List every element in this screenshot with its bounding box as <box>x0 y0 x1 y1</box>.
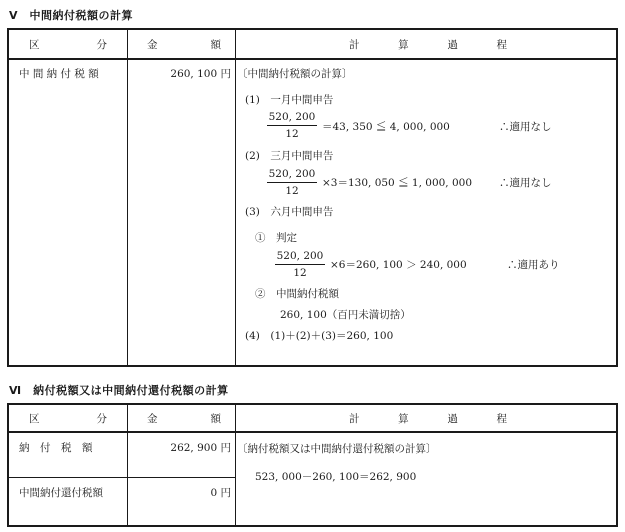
item-3-sub-1-label: ① 判定 <box>255 232 297 244</box>
header-kingaku: 金 額 <box>147 412 221 425</box>
calc-expression: 523, 000－260, 100＝262, 900 <box>255 471 417 483</box>
item-2-fraction: $\frac{520, 200}{12}$ <box>268 168 316 197</box>
amount-chukan-nofu: 260, 100 円 <box>170 68 231 80</box>
item-2-expression: ×3＝130, 050 ≦ 1, 000, 000 <box>322 177 473 189</box>
section-5-title: V 中間納付税額の計算 <box>9 9 134 22</box>
section-6-table <box>7 403 618 527</box>
divider-col2 <box>235 405 236 525</box>
item-1-fraction: $\frac{520, 200}{12}$ <box>268 111 316 140</box>
row-label-chukan-nofu-kanpu: 中間納付還付税額 <box>19 487 103 499</box>
item-3-sub-2-value: 260, 100（百円未満切捨） <box>280 309 411 321</box>
row-label-chukan-nofu: 中 間 納 付 税 額 <box>19 68 99 80</box>
item-1-expression: ＝43, 350 ≦ 4, 000, 000 <box>322 121 450 133</box>
row-label-nofu-zeigaku: 納 付 税 額 <box>19 442 93 454</box>
header-divider <box>9 58 616 60</box>
section-6-title: Ⅵ 納付税額又は中間納付還付税額の計算 <box>9 384 229 397</box>
calc-heading: 〔納付税額又は中間納付還付税額の計算〕 <box>237 443 437 455</box>
item-3-fraction: $\frac{520, 200}{12}$ <box>276 250 324 279</box>
divider-col1 <box>127 405 128 525</box>
item-3-result: ∴適用あり <box>507 259 560 271</box>
item-4: (4) (1)＋(2)＋(3)＝260, 100 <box>245 330 394 342</box>
calc-heading: 〔中間納付税額の計算〕 <box>237 68 353 80</box>
item-3-sub-2-label: ② 中間納付税額 <box>255 288 339 300</box>
section-5-table <box>7 28 618 367</box>
amount-chukan-nofu-kanpu: 0 円 <box>210 487 231 499</box>
header-keisan-katei: 計 算 過 程 <box>349 38 507 51</box>
header-divider <box>9 431 616 433</box>
divider-col2 <box>235 30 236 365</box>
item-2-result: ∴適用なし <box>499 177 552 189</box>
item-3-expression: ×6＝260, 100 ＞ 240, 000 <box>330 259 467 271</box>
item-1-label: (1) 一月中間申告 <box>245 94 334 106</box>
header-keisan-katei: 計 算 過 程 <box>349 412 507 425</box>
item-2-label: (2) 三月中間申告 <box>245 150 334 162</box>
amount-nofu-zeigaku: 262, 900 円 <box>170 442 231 454</box>
item-3-label: (3) 六月中間申告 <box>245 206 334 218</box>
header-kubun: 区 分 <box>29 412 107 425</box>
divider-col1 <box>127 30 128 365</box>
header-kingaku: 金 額 <box>147 38 221 51</box>
header-kubun: 区 分 <box>29 38 107 51</box>
item-1-result: ∴適用なし <box>499 121 552 133</box>
row-divider <box>9 477 235 478</box>
